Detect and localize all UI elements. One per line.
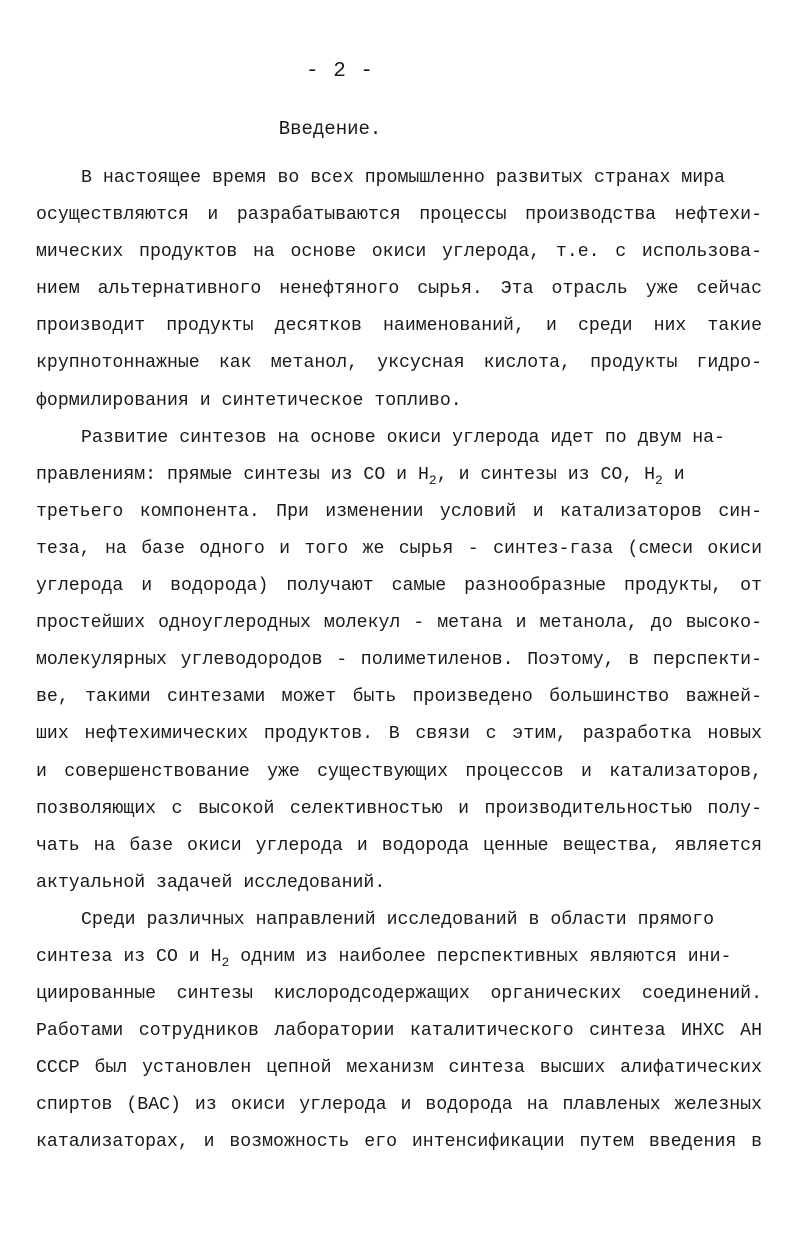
text-line: и совершенствование уже существующих процессов и катализаторов, <box>36 761 762 782</box>
text-line-with-formula <box>36 457 762 494</box>
text-segment: и <box>662 464 685 485</box>
text-line: катализаторах, и возможность его интенсификации путем введения в <box>36 1132 762 1153</box>
text-line: В настоящее время во всех промышленно развитых странах мира <box>81 168 725 188</box>
text-line: спиртов (ВАС) из окиси углерода и водорода на плавленых железных <box>36 1095 762 1116</box>
text-segment: , и синтезы из СО, Н <box>436 464 656 485</box>
text-line: крупнотоннажные как метанол, уксусная кислота, продукты гидро- <box>36 353 762 374</box>
text-line-with-formula <box>36 939 762 976</box>
subscript: 2 <box>655 472 663 488</box>
text-line: СССР был установлен цепной механизм синтеза высших алифатических <box>36 1058 762 1079</box>
text-line: молекулярных углеводородов - полиметиленов. Поэтому, в перспекти- <box>36 650 762 671</box>
text-line: производит продукты десятков наименований, и среди них такие <box>36 316 762 337</box>
text-segment: одним из наиболее перспективных являются ини- <box>229 946 732 967</box>
text-line: нием альтернативного ненефтяного сырья. Эта отрасль уже сейчас <box>36 279 762 300</box>
text-line: Среди различных направлений исследований в области прямого <box>81 909 715 930</box>
text-segment: правлениям: прямые синтезы из СО и Н <box>36 464 429 485</box>
text-line: углерода и водорода) получают самые разнообразные продукты, от <box>36 576 762 597</box>
text-line: третьего компонента. При изменении условий и катализаторов син- <box>36 501 762 522</box>
body-text <box>36 160 762 1162</box>
text-line: позволяющих с высокой селективностью и производительностью полу- <box>36 798 762 819</box>
text-line: чать на базе окиси углерода и водорода ценные вещества, является <box>36 835 762 856</box>
text-line: циированные синтезы кислородсодержащих органических соединений. <box>36 984 762 1005</box>
text-line: Работами сотрудников лаборатории каталитического синтеза ИНХС АН <box>36 1021 762 1042</box>
page-number: - 2 - <box>305 60 374 83</box>
text-line: ших нефтехимических продуктов. В связи с этим, разработка новых <box>36 724 762 745</box>
text-segment: синтеза из СО и Н <box>36 946 222 967</box>
text-line: мических продуктов на основе окиси углерода, т.е. с использова- <box>36 242 762 263</box>
text-line: Развитие синтезов на основе окиси углерода идет по двум на- <box>81 427 725 448</box>
text-line: ве, такими синтезами может быть произведено большинство важней- <box>36 687 762 708</box>
text-line: осуществляются и разрабатываются процессы производства нефтехи- <box>36 205 762 226</box>
text-line: формилирования и синтетическое топливо. <box>36 390 462 411</box>
subscript: 2 <box>428 472 437 488</box>
subscript: 2 <box>221 954 230 970</box>
text-line: теза, на базе одного и того же сырья - синтез-газа (смеси окиси <box>36 538 762 559</box>
text-line: актуальной задачей исследований. <box>36 872 386 893</box>
text-line: простейших одноуглеродных молекул - метана и метанола, до высоко- <box>36 613 762 634</box>
section-heading: Введение. <box>278 118 382 140</box>
